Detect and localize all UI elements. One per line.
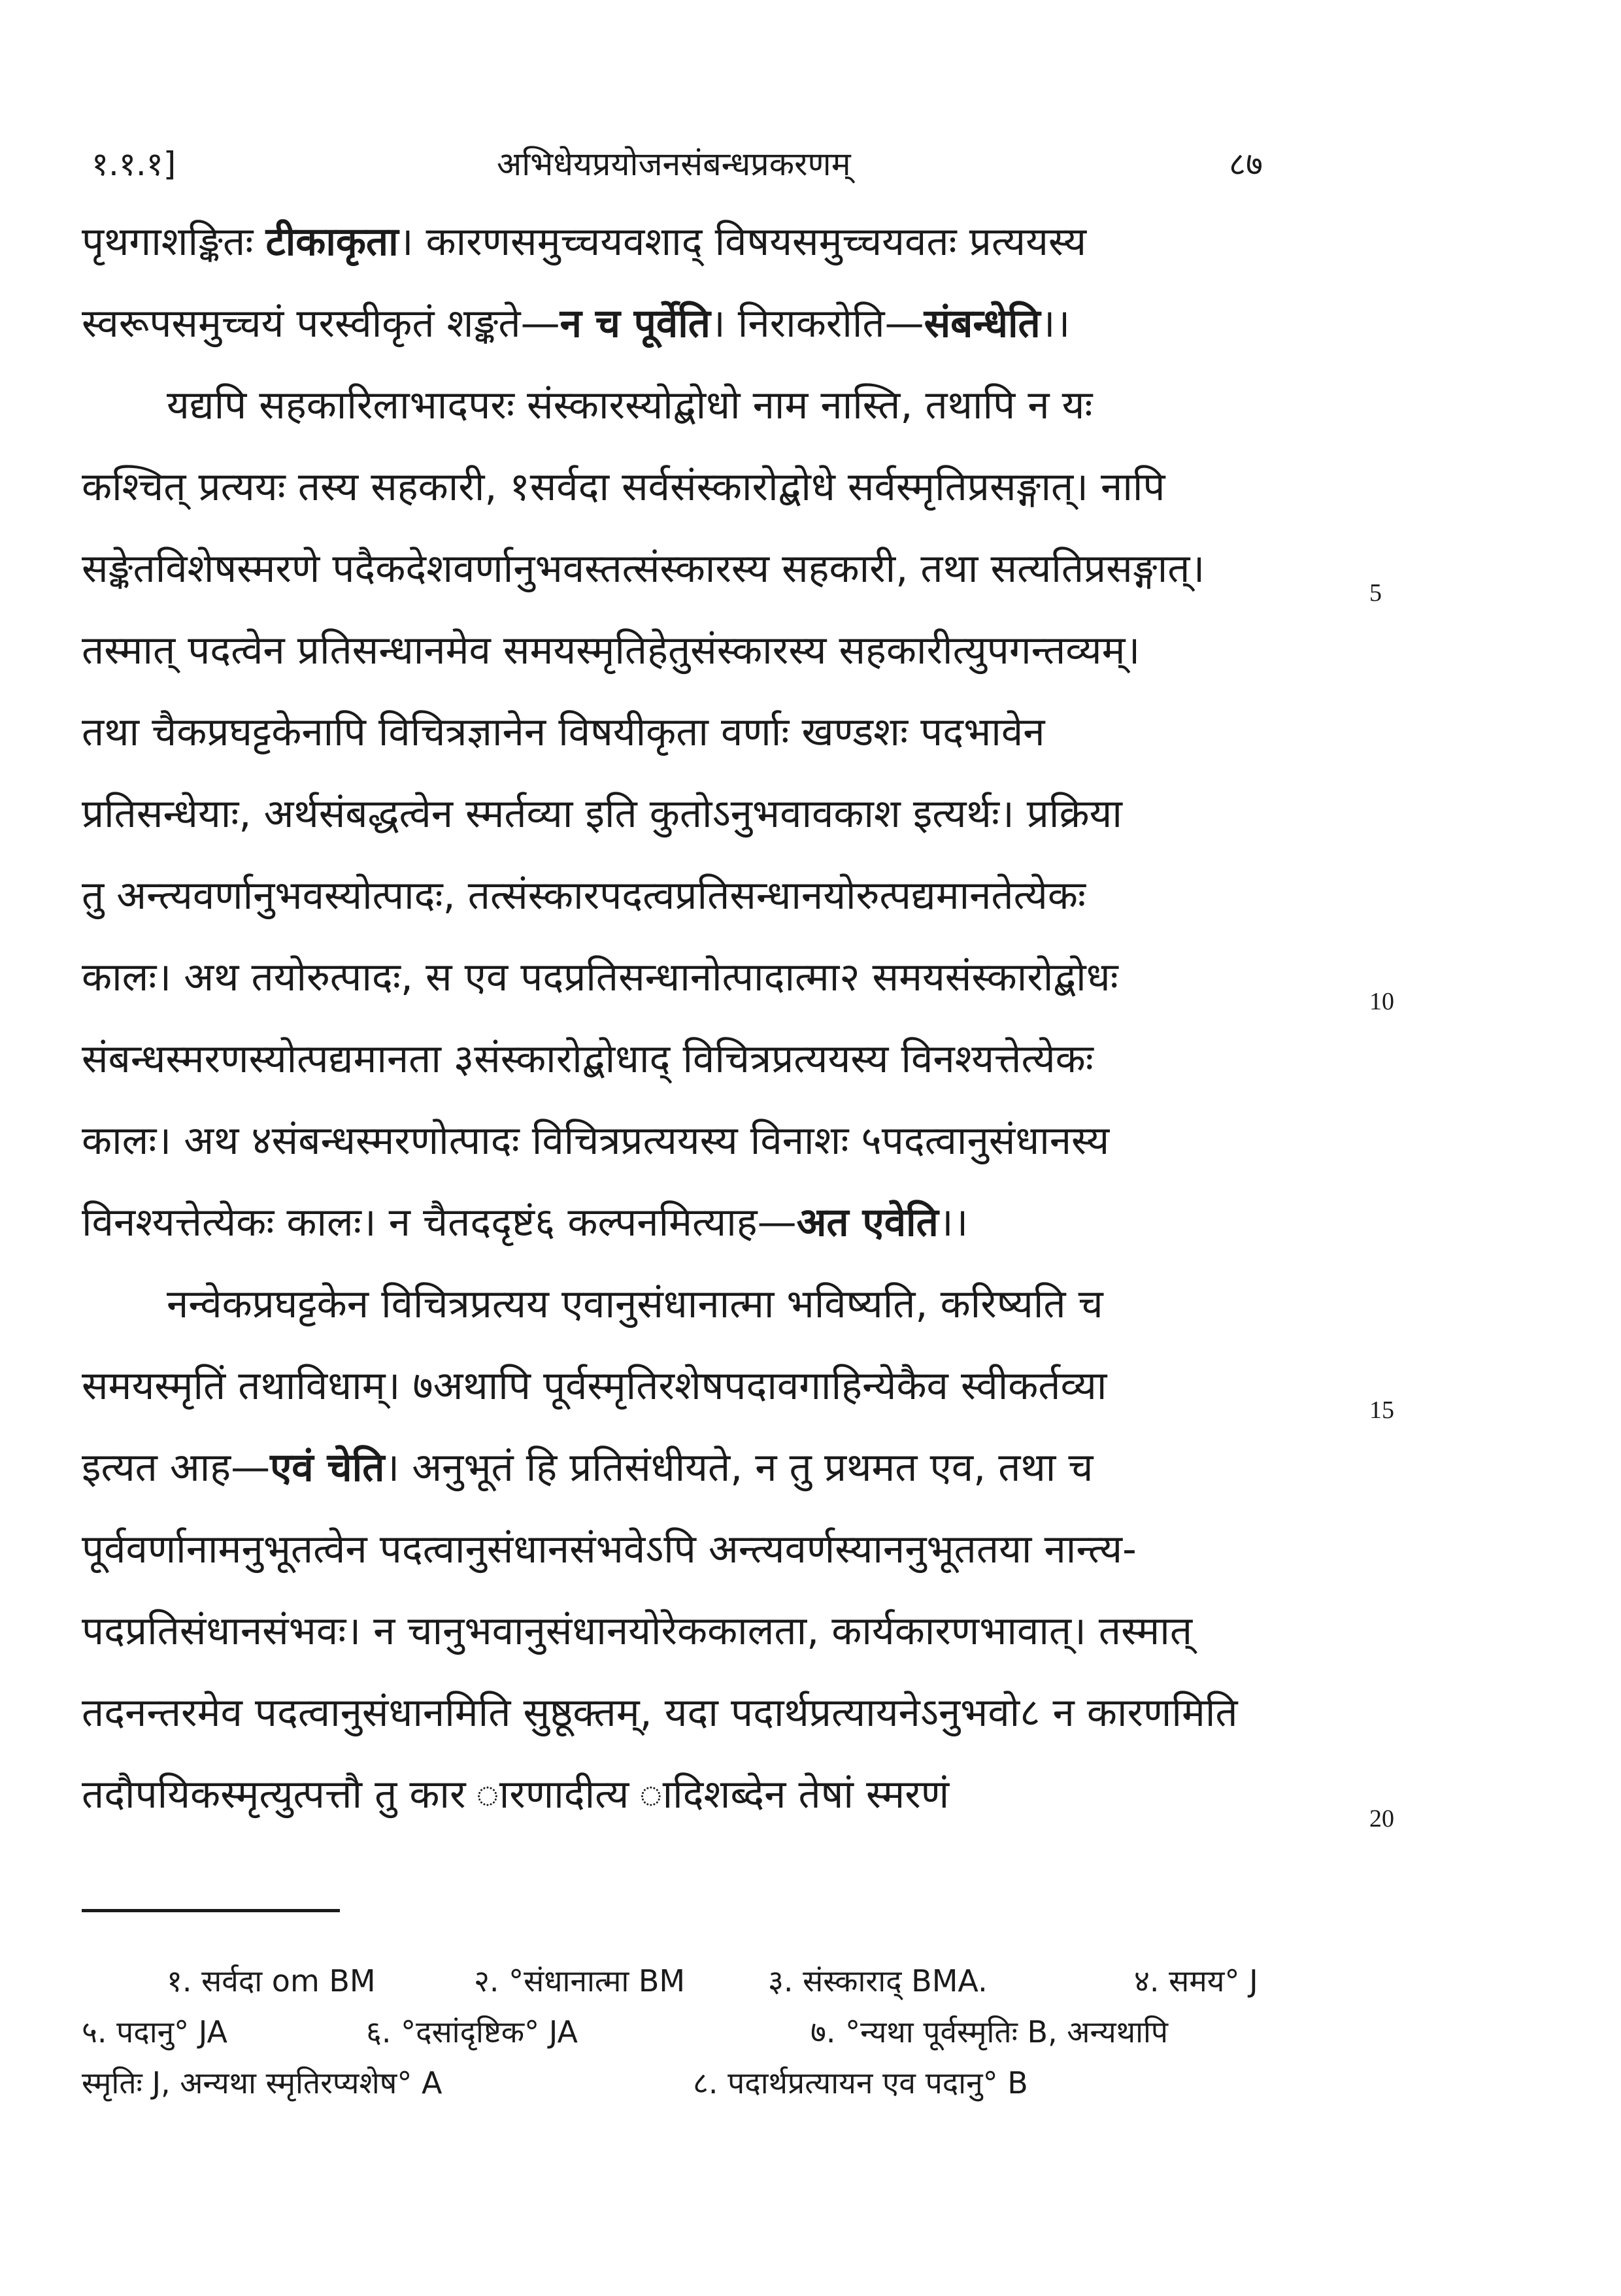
text-line: पदप्रतिसंधानसंभवः। न चानुभवानुसंधानयोरेककालता, कार्यकारणभावात्। तस्मात्	[82, 1608, 1193, 1654]
text-line: समयस्मृतिं तथाविधाम्। ७अथापि पूर्वस्मृतिरशेषपदावगाहिन्येकैव स्वीकर्तव्या	[82, 1363, 1107, 1409]
header-chapter-title: अभिधेयप्रयोजनसंबन्धप्रकरणम्	[497, 145, 851, 183]
footnote: २. °संधानात्मा BM	[474, 1963, 686, 1999]
text-line: नन्वेकप्रघट्टकेन विचित्रप्रत्यय एवानुसंधानात्मा भविष्यति, करिष्यति च	[167, 1281, 1103, 1327]
text-line: सङ्केतविशेषस्मरणे पदैकदेशवर्णानुभवस्तत्संस्कारस्य सहकारी, तथा सत्यतिप्रसङ्गात्।	[82, 546, 1205, 592]
text-line: यद्यपि सहकारिलाभादपरः संस्कारस्योद्बोधो नाम नास्ति, तथापि न यः	[167, 382, 1093, 428]
text-line: कश्चित् प्रत्ययः तस्य सहकारी, १सर्वदा सर्वसंस्कारोद्बोधे सर्वस्मृतिप्रसङ्गात्। नापि	[82, 464, 1165, 510]
footnote: ३. संस्काराद् BMA.	[768, 1963, 988, 1999]
text-line: संबन्धस्मरणस्योत्पद्यमानता ३संस्कारोद्बोधाद् विचित्रप्रत्ययस्य विनश्यत्तेत्येकः	[82, 1036, 1094, 1082]
footnote: ४. समय° J	[1134, 1963, 1258, 1999]
text-line: तस्मात् पदत्वेन प्रतिसन्धानमेव समयस्मृतिहेतुसंस्कारस्य सहकारीत्युपगन्तव्यम्।	[82, 628, 1141, 673]
text-line: तदौपयिकस्मृत्युत्पत्तौ तु कार ारणादीत्य ादिशब्देन तेषां स्मरणं	[82, 1772, 950, 1817]
text-line: तथा चैकप्रघट्टकेनापि विचित्रज्ञानेन विषयीकृता वर्णाः खण्डशः पदभावेन	[82, 709, 1045, 755]
text-line: तदनन्तरमेव पदत्वानुसंधानमिति सुष्ठूक्तम्, यदा पदार्थप्रत्यायनेऽनुभवो८ न कारणमिति	[82, 1690, 1238, 1736]
text-line: तु अन्त्यवर्णानुभवस्योत्पादः, तत्संस्कारपदत्वप्रतिसन्धानयोरुत्पद्यमानतेत्येकः	[82, 873, 1086, 919]
text-line: पूर्ववर्णानामनुभूतत्वेन पदत्वानुसंधानसंभवेऽपि अन्त्यवर्णस्याननुभूततया नान्त्य-	[82, 1527, 1137, 1572]
footnote: १. सर्वदा om BM	[167, 1963, 376, 1999]
footnote: ७. °न्यथा पूर्वस्मृतिः B, अन्यथापि	[811, 2014, 1169, 2050]
text-line: पृथगाशङ्कितः टीकाकृता। कारणसमुच्चयवशाद् विषयसमुच्चयवतः प्रत्ययस्य	[82, 219, 1087, 265]
line-number: 20	[1369, 1805, 1394, 1832]
footnote-rule	[82, 1909, 340, 1912]
line-number: 5	[1369, 579, 1382, 607]
footnote: स्मृतिः J, अन्यथा स्मृतिरप्यशेष° A	[82, 2065, 443, 2101]
header-page-number: ८७	[1229, 145, 1263, 183]
line-number: 10	[1369, 988, 1394, 1015]
footnote: ६. °दसांदृष्टिक° JA	[366, 2014, 578, 2050]
text-line: स्वरूपसमुच्चयं परस्वीकृतं शङ्कते—न च पूर्वेति। निराकरोति—संबन्धेति।।	[82, 301, 1071, 346]
text-line: प्रतिसन्धेयाः, अर्थसंबद्धत्वेन स्मर्तव्या इति कुतोऽनुभवावकाश इत्यर्थः। प्रक्रिया	[82, 791, 1122, 837]
text-line: कालः। अथ ४संबन्धस्मरणोत्पादः विचित्रप्रत्ययस्य विनाशः ५पदत्वानुसंधानस्य	[82, 1118, 1110, 1164]
line-number: 15	[1369, 1396, 1394, 1424]
footnote: ८. पदार्थप्रत्यायन एव पदानु° B	[693, 2065, 1028, 2101]
header-section-number: १.१.१]	[92, 145, 176, 183]
text-line: विनश्यत्तेत्येकः कालः। न चैतददृष्टं६ कल्पनमित्याह—अत एवेति।।	[82, 1200, 969, 1245]
text-line: इत्यत आह—एवं चेति। अनुभूतं हि प्रतिसंधीयते, न तु प्रथमत एव, तथा च	[82, 1445, 1094, 1491]
text-line: कालः। अथ तयोरुत्पादः, स एव पदप्रतिसन्धानोत्पादात्मा२ समयसंस्कारोद्बोधः	[82, 954, 1118, 1000]
footnote: ५. पदानु° JA	[82, 2014, 228, 2050]
